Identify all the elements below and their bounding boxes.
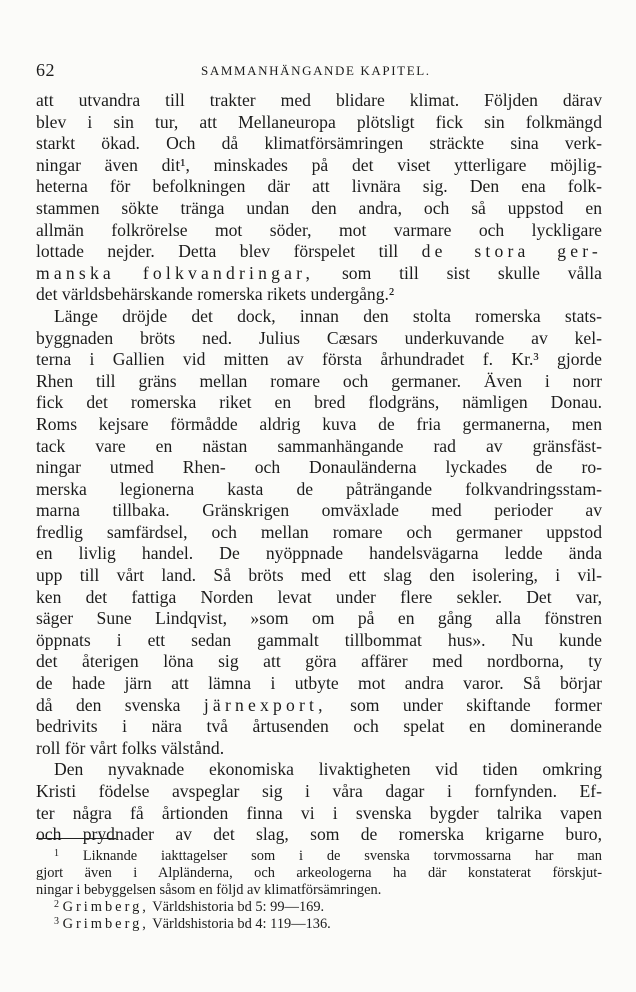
text-line: marna tillbaka. Gränskrigen omväxlade med perioder av	[36, 500, 602, 521]
footnote-number: 3	[54, 916, 59, 927]
footnote-reference: Världshistoria bd 5: 99—169.	[152, 899, 325, 915]
text-line	[36, 899, 602, 916]
text-line: en livlig handel. De nyöppnade handelsvägarna ledde ända	[36, 543, 602, 564]
text-line: säger Sune Lindqvist, »som om på en gång alla fönstren	[36, 608, 602, 629]
footnote-divider	[36, 838, 116, 839]
text-line	[36, 848, 602, 865]
text-line: stammen sökte tränga undan den andra, och så uppstod en	[36, 197, 602, 218]
text-segment: manska	[36, 262, 115, 283]
text-line: blev i sin tur, att Mellaneuropa plötsligt fick sin folkmängd	[36, 111, 602, 132]
text-line	[36, 916, 602, 933]
text-line: merska legionerna kasta de påträngande folkvandringsstam-	[36, 478, 602, 499]
text-line: ter några få årtionden finna vi i svenska bygder talrika vapen	[36, 802, 602, 823]
footnote-2	[36, 899, 602, 916]
text-line: Den nyvaknade ekonomiska livaktigheten vid tiden omkring	[54, 759, 602, 780]
text-line: ningar utmed Rhen- och Donauländerna lyckades de ro-	[36, 457, 602, 478]
text-line: de hade järn att lämna i utbyte mot andra varor. Så börjar	[36, 673, 602, 694]
footnote-3	[36, 916, 602, 933]
text-line: upp till vårt land. Så bröts med ett slag den isolering, i vil-	[36, 565, 602, 586]
text-line: terna i Gallien vid mitten av första århundradet f. Kr.³ gjorde	[36, 349, 602, 370]
footnote-number: 1	[54, 848, 59, 859]
text-line: det världsbehärskande romerska rikets undergång.²	[36, 284, 395, 305]
footnote-reference: Världshistoria bd 4: 119—136.	[152, 916, 331, 932]
page-header	[36, 60, 602, 82]
text-line: roll för vårt folks välstånd.	[36, 737, 225, 758]
spaced-emphasis: de stora ger-	[421, 241, 602, 262]
footnotes	[36, 848, 602, 933]
text-line: ken det fattiga Norden levat under flere sekler. Det var,	[36, 586, 602, 607]
footnote-author: Grimberg,	[62, 899, 149, 915]
text-line	[36, 263, 602, 285]
text-line: att utvandra till trakter med blidare klimat. Följden därav	[36, 90, 602, 110]
running-title: SAMMANHÄNGANDE KAPITEL.	[201, 63, 431, 78]
spaced-emphasis: folkvandringar,	[142, 262, 315, 283]
text-line: allmän folkrörelse mot söder, mot varmare och lyckligare	[36, 219, 602, 240]
text-line: det återigen löna sig att göra affärer med nordborna, ty	[36, 651, 602, 672]
page-number: 62	[36, 60, 55, 80]
text-segment: då den svenska	[36, 694, 181, 715]
text-segment: lottade nejder. Detta blev förspelet till	[36, 241, 399, 262]
text-segment: Liknande iakttagelser som i de svenska torvmossarna har man	[82, 848, 602, 864]
text-line: heterna för befolkningen där att livnära sig. Den ena folk-	[36, 176, 602, 197]
text-line: byggnaden bröts ned. Julius Cæsars underkuvande av kel-	[36, 327, 602, 348]
text-line: Länge dröjde det dock, innan den stolta romerska stats-	[54, 305, 602, 326]
text-line: ningar även dit¹, minskades på det viset ytterligare möjlig-	[36, 154, 602, 175]
text-line: Rhen till gräns mellan romare och germaner. Även i norr	[36, 370, 602, 391]
footnote-1	[36, 848, 602, 899]
paragraph-3	[36, 759, 602, 845]
text-line	[36, 695, 602, 717]
text-line: och prydnader av det slag, som de romerska krigarne buro,	[36, 824, 602, 845]
text-line: gjort även i Alpländerna, och arkeologerna ha där konstaterat förskjut-	[36, 865, 602, 881]
text-line	[36, 241, 602, 263]
text-line: tack vare en nästan sammanhängande rad av gränsfäst-	[36, 435, 602, 456]
body-text	[36, 90, 602, 846]
text-segment: som till sist skulle vålla	[341, 262, 602, 283]
text-line: starkt ökad. Och då klimatförsämringen sträckte sina verk-	[36, 133, 602, 154]
text-line: öppnats i ett sedan gammalt tillbommat hus». Nu kunde	[36, 629, 602, 650]
footnote-number: 2	[54, 899, 59, 910]
footnote-author: Grimberg,	[62, 916, 149, 932]
text-line: ningar i bebyggelsen såsom en följd av klimatförsämringen.	[36, 882, 382, 898]
paragraph-1	[36, 90, 602, 306]
text-line: bedrivits i nära två årtusenden och spelat en dominerande	[36, 716, 602, 737]
spaced-emphasis: järnexport,	[203, 694, 327, 715]
text-line: fredlig samfärdsel, och mellan romare och germaner uppstod	[36, 521, 602, 542]
text-line: Kristi födelse avspeglar sig i våra dagar i fornfynden. Ef-	[36, 781, 602, 801]
text-segment: som under skiftande former	[350, 694, 602, 715]
text-line: Roms kejsare förmådde aldrig kuva de fria germanerna, men	[36, 413, 602, 434]
paragraph-2	[36, 306, 602, 759]
text-line: fick det romerska riket en bred flodgräns, nämligen Donau.	[36, 392, 602, 413]
